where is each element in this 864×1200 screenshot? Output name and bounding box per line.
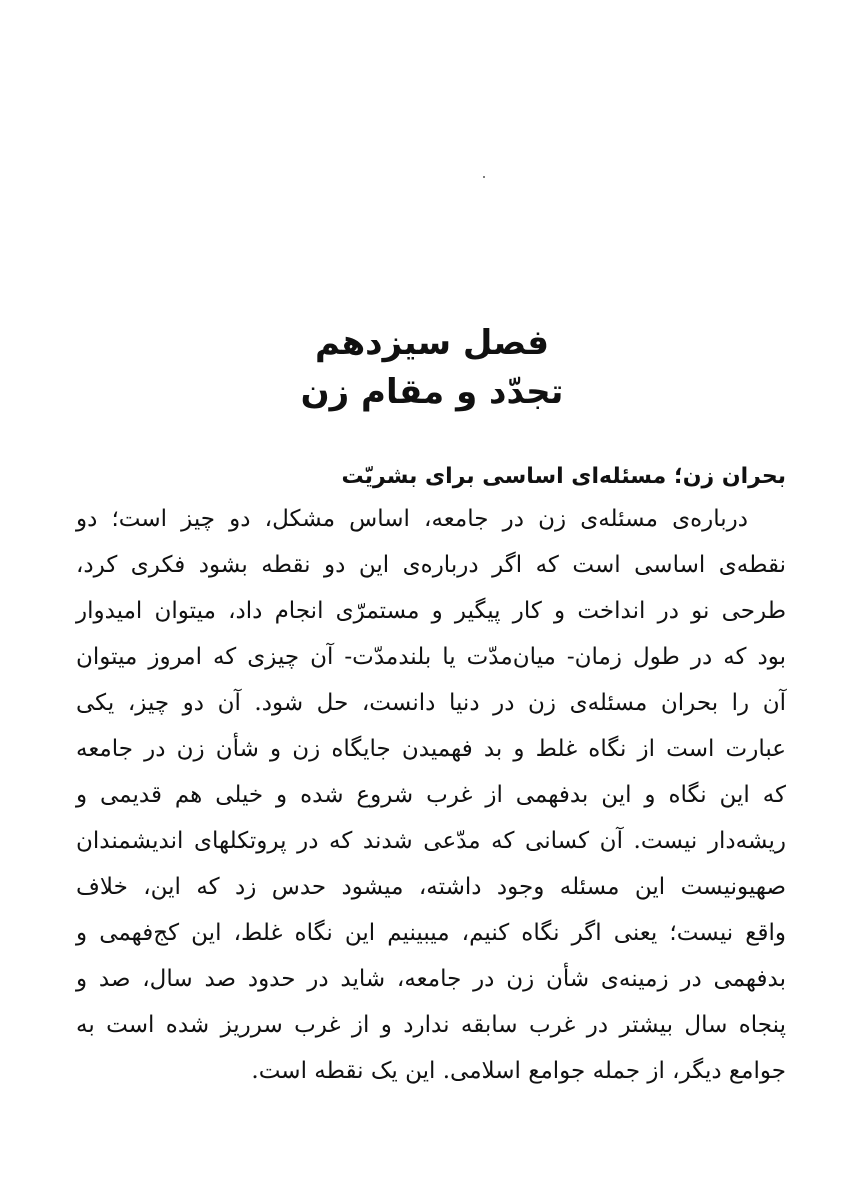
paragraph-line: ریشه‌دار نیست. آن کسانی که مدّعی شدند که در پروتکلهای اندیشمندان bbox=[76, 828, 786, 854]
chapter-number: فصل سیزدهم bbox=[314, 323, 550, 363]
paragraph-line: صهیونیست این مسئله وجود داشته، میشود حدس زد که این، خلاف bbox=[76, 874, 786, 900]
paragraph-line: بود که در طول زمان- میان‌مدّت یا بلندمدّت- آن چیزی که امروز میتوان bbox=[76, 644, 786, 670]
paragraph-line: طرحی نو در انداخت و کار پیگیر و مستمرّی انجام داد، میتوان امیدوار bbox=[76, 598, 786, 624]
paragraph-line: جوامع دیگر، از جمله جوامع اسلامی. این یک نقطه است. bbox=[251, 1058, 786, 1084]
print-speck bbox=[483, 176, 485, 178]
paragraph-line: که این نگاه و این بدفهمی از غرب شروع شده و خیلی هم قدیمی و bbox=[76, 782, 786, 808]
paragraph-line: پنجاه سال بیشتر در غرب سابقه ندارد و از غرب سرریز شده است به bbox=[76, 1012, 786, 1038]
paragraph-line: نقطه‌ی اساسی است که اگر درباره‌ی این دو نقطه بشود فکری کرد، bbox=[76, 552, 786, 578]
chapter-heading bbox=[0, 320, 864, 418]
paragraph bbox=[76, 496, 786, 1094]
paragraph-line: آن را بحران مسئله‌ی زن در دنیا دانست، حل شود. آن دو چیز، یکی bbox=[76, 690, 786, 716]
paragraph-line: بدفهمی در زمینه‌ی شأن زن در جامعه، شاید در حدود صد سال، صد و bbox=[76, 966, 786, 992]
paragraph-line: عبارت است از نگاه غلط و بد فهمیدن جایگاه زن و شأن زن در جامعه bbox=[76, 736, 786, 762]
section bbox=[76, 458, 786, 1094]
paragraph-line: واقع نیست؛ یعنی اگر نگاه کنیم، میبینیم این نگاه غلط، این کج‌فهمی و bbox=[76, 920, 786, 946]
paragraph-line: درباره‌ی مسئله‌ی زن در جامعه، اساس مشکل، دو چیز است؛ دو bbox=[76, 506, 748, 532]
section-heading: بحران زن؛ مسئله‌ای اساسی برای بشریّت bbox=[341, 464, 786, 489]
chapter-title: تجدّد و مقام زن bbox=[300, 372, 564, 412]
